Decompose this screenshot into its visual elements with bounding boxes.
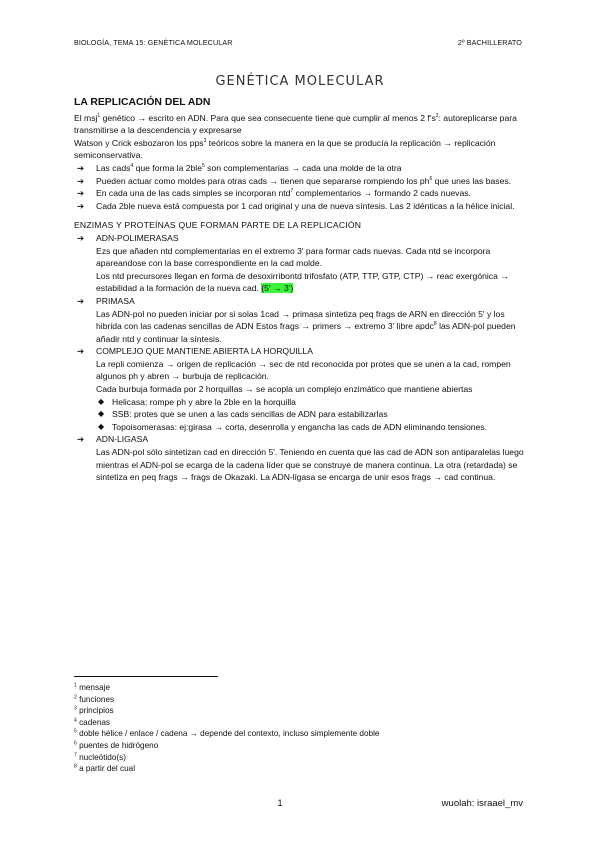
black-diamond-icon: ◆ <box>98 409 105 419</box>
text: SSB: protes que se unen a las cads sencillas de ADN para estabilizarlas <box>112 409 388 420</box>
footnote-ref: 2 <box>435 112 439 119</box>
footnote-ref: 6 <box>429 175 433 182</box>
bullet-list-enzimas-3 <box>74 345 530 358</box>
footnote <box>74 728 379 740</box>
text: las ADN-pol pueden añadir ntd y continuar la síntesis. <box>96 321 516 344</box>
right-arrow-icon: ➔ <box>77 295 85 306</box>
right-arrow-icon: ➔ <box>77 232 85 243</box>
sub-list-item <box>96 408 530 421</box>
list-item <box>74 187 530 200</box>
footnote <box>74 740 379 752</box>
paragraph: Cada burbuja formada por 2 horquillas → se acopla un complejo enzimático que mantiene abiertas <box>96 384 473 395</box>
bullet-list-enzimas-2 <box>74 295 530 308</box>
text: complementarios → formando 2 cads nuevas. <box>293 188 471 199</box>
footnote-ref: 3 <box>203 137 207 144</box>
footnote-number: 2 <box>74 693 77 700</box>
paragraph <box>96 270 530 295</box>
footnote-text: funciones <box>79 694 115 704</box>
section-heading-replicacion: LA REPLICACIÓN DEL ADN <box>74 97 211 108</box>
page-number: 1 <box>277 798 283 809</box>
header-course: 2º BACHILLERATO <box>457 38 522 47</box>
footnote-text: puentes de hidrógeno <box>79 740 159 750</box>
footnote-ref: 8 <box>433 321 437 328</box>
right-arrow-icon: ➔ <box>77 188 85 199</box>
text: Las cads <box>96 162 131 173</box>
item-label: ADN-POLIMERASAS <box>96 232 179 243</box>
list-item-adn-polimerasas <box>74 232 530 245</box>
bullet-list-replicacion <box>74 162 530 212</box>
text: que unes las bases. <box>432 175 512 186</box>
sub-list-item <box>96 421 530 434</box>
footnote-number: 4 <box>74 717 77 724</box>
item-body <box>74 446 530 484</box>
right-arrow-icon: ➔ <box>77 175 85 186</box>
item-label: ADN-LIGASA <box>96 434 149 445</box>
footnote-number: 1 <box>74 682 77 689</box>
footnote-number: 5 <box>74 728 77 735</box>
footnote-number: 7 <box>74 751 77 758</box>
footnote-text: a partir del cual <box>79 764 136 774</box>
list-item <box>74 200 530 213</box>
footer-brand: wuolah: israael_mv <box>441 798 523 809</box>
black-diamond-icon: ◆ <box>98 421 105 431</box>
black-diamond-icon: ◆ <box>98 396 105 406</box>
sub-list-item <box>96 396 530 409</box>
paragraph-watson-crick <box>74 137 530 162</box>
text: Cada 2ble nueva está compuesta por 1 cad original y una de nueva síntesis. Las 2 idénticas a la hélice inicial. <box>96 200 515 211</box>
text: Helicasa: rompe ph y abre la 2ble en la horquilla <box>112 396 296 407</box>
bullet-list-enzimas <box>74 232 530 245</box>
item-label: PRIMASA <box>96 295 135 306</box>
list-item <box>74 175 530 188</box>
item-body <box>74 358 530 434</box>
page-title: GENÉTICA MOLECULAR <box>215 74 385 89</box>
paragraph: Las ADN-pol sólo sintetizan cad en dirección 5'. Teniendo en cuenta que las cad de ADN son antiparalelas luego mientras el ADN-pol se ecarga de la cadena líder que se construye de manera continua. La otra (retardada) se sintetiza en peq frags → frags de Okazaki. La ADN-ligasa se encarga de unir esos frags → cad continua. <box>96 447 524 483</box>
section-heading-enzimas: ENZIMAS Y PROTEÍNAS QUE FORMAN PARTE DE LA REPLICACIÓN <box>74 220 362 231</box>
text: El msj <box>74 112 98 123</box>
footnote-text: mensaje <box>79 683 111 692</box>
paragraph-intro <box>74 112 530 137</box>
paragraph <box>96 308 530 346</box>
right-arrow-icon: ➔ <box>77 162 85 173</box>
text: que forma la 2ble <box>133 162 202 173</box>
footnote-ref: 5 <box>201 163 205 170</box>
footnote-text: cadenas <box>79 717 111 727</box>
paragraph: La repli comienza → origen de replicación → sec de ntd reconocida por protes que se unen a la cad, rompen algunos ph y abren → burbuja de replicación. <box>96 358 511 382</box>
bullet-list-enzimas-4 <box>74 433 530 446</box>
list-item-adn-ligasa <box>74 433 530 446</box>
footnote-ref: 1 <box>97 112 101 119</box>
footnote-number: 8 <box>74 763 77 770</box>
sub-list <box>96 396 530 434</box>
footnote <box>74 705 379 717</box>
item-body <box>74 245 530 295</box>
footnote <box>74 763 379 775</box>
footnote <box>74 752 379 764</box>
footnote-ref: 7 <box>290 188 294 195</box>
paragraph: Ezs que añaden ntd complementarias en el extremo 3' para formar cads nuevas. Cada ntd se incorpora apareandose con la base correspondiente en la cad molde. <box>96 245 491 269</box>
item-label: COMPLEJO QUE MANTIENE ABIERTA LA HORQUILLA <box>96 346 313 357</box>
highlighted-direction: (5' → 3') <box>261 283 294 294</box>
main-content <box>74 97 530 484</box>
footnote-text: doble hélice / enlace / cadena → depende del contexto, incluso simplemente doble <box>79 729 380 739</box>
item-body <box>74 308 530 346</box>
footnote-number: 6 <box>74 740 77 747</box>
footnote-number: 3 <box>74 705 77 712</box>
footnote-text: nucleótido(s) <box>79 752 126 762</box>
footnote-divider <box>74 676 218 677</box>
text: Los ntd precursores llegan en forma de desoxirribontd trifosfato (ATP, TTP, GTP, CTP) → reac exergónica → estabilidad a la formación de la nueva cad. <box>96 270 509 294</box>
text: En cada una de las cads simples se incorporan ntd <box>96 188 291 199</box>
text: Las ADN-pol no pueden iniciar por si solas 1cad → primasa sintetiza peq frags de ARN en dirección 5' y los hibrida con las cadenas sencillas de ADN Estos frags → primers → extremo 3' libre apdc <box>96 308 505 332</box>
text: Pueden actuar como moldes para otras cads → tienen que separarse rompiendo los ph <box>96 175 430 186</box>
footnote-text: principios <box>79 706 114 716</box>
right-arrow-icon: ➔ <box>77 434 85 445</box>
list-item-primasa <box>74 295 530 308</box>
footnote <box>74 717 379 729</box>
right-arrow-icon: ➔ <box>77 200 85 211</box>
footnote <box>74 682 379 694</box>
footnote <box>74 694 379 706</box>
text: Topoisomerasas: ej:girasa → corta, desenrolla y engancha las cads de ADN eliminando tensiones. <box>112 421 487 432</box>
footnotes <box>74 682 379 775</box>
right-arrow-icon: ➔ <box>77 346 85 357</box>
text: teóricos sobre la manera en la que se producía la replicación → replicación semiconservativa. <box>74 137 496 161</box>
text: Watson y Crick esbozaron los pps <box>74 137 204 148</box>
text: : autoreplicarse para transmitirse a la descendencia y expresarse <box>74 112 517 136</box>
text: genético → escrito en ADN. Para que sea consecuente tiene que cumplir al menos 2 f's <box>100 112 436 123</box>
list-item-complejo-horquilla <box>74 345 530 358</box>
header-subject: BIOLOGÍA, TEMA 15: GENÉTICA MOLECULAR <box>74 38 233 47</box>
text: son complementarias → cada una molde de la otra <box>204 162 402 173</box>
list-item <box>74 162 530 175</box>
footnote-ref: 4 <box>130 163 134 170</box>
